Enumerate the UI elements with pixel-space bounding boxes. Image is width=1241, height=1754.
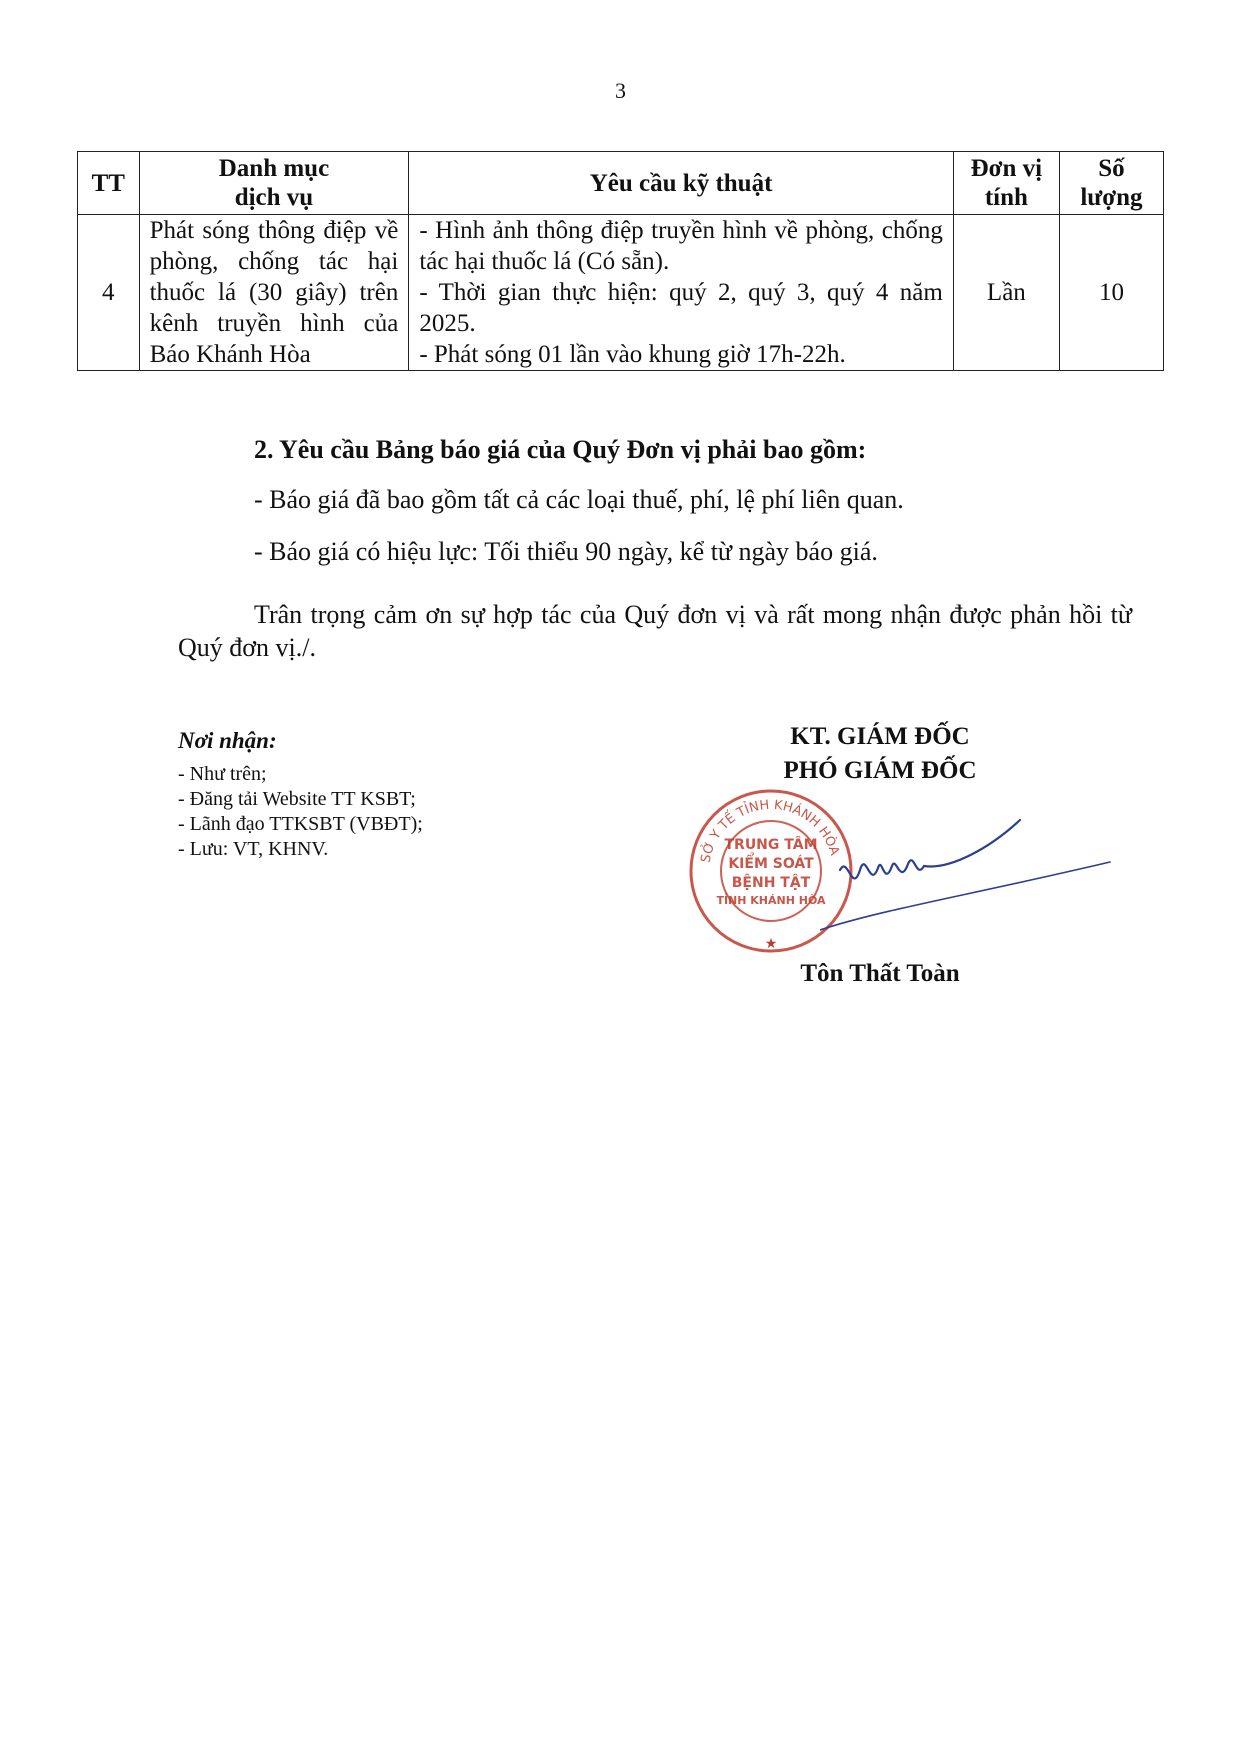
closing-paragraph: Trân trọng cảm ơn sự hợp tác của Quý đơn vị và rất mong nhận được phản hồi từ Quý đơn vị./. [178, 600, 1132, 662]
section-title: 2. Yêu cầu Bảng báo giá của Quý Đơn vị phải bao gồm: [254, 435, 867, 464]
section-item-1: - Báo giá đã bao gồm tất cả các loại thuế, phí, lệ phí liên quan. [254, 485, 904, 514]
table-row [78, 215, 1164, 371]
header-unit-line2: tính [984, 184, 1028, 211]
row-quantity: 10 [1059, 215, 1163, 371]
signer-title-2: PHÓ GIÁM ĐỐC [783, 757, 977, 784]
row-unit: Lần [953, 215, 1059, 371]
recipient-item: - Lưu: VT, KHNV. [178, 838, 329, 860]
header-tt: TT [78, 152, 140, 215]
requirement-2: - Thời gian thực hiện: quý 2, quý 3, quý 4 năm 2025. [419, 279, 943, 337]
seal-line-4: TỈNH KHÁNH HÒA [716, 894, 826, 907]
recipient-item: - Lãnh đạo TTKSBT (VBĐT); [178, 813, 423, 835]
header-qty-line1: Số [1098, 155, 1125, 182]
row-service: Phát sóng thông điệp về phòng, chống tác hại thuốc lá (30 giây) trên kênh truyền hình của Báo Khánh Hòa [139, 215, 409, 371]
recipient-item: - Như trên; [178, 763, 267, 785]
row-tt: 4 [78, 215, 140, 371]
seal-line-3: BỆNH TẬT [731, 875, 811, 891]
row-requirements [409, 215, 954, 371]
recipients-title: Nơi nhận: [178, 728, 277, 753]
table-header-row [78, 152, 1164, 215]
recipient-item: - Đăng tải Website TT KSBT; [178, 788, 416, 810]
signer-name: Tôn Thất Toàn [800, 960, 960, 987]
signer-title-1: KT. GIÁM ĐỐC [790, 723, 970, 750]
section-item-2: - Báo giá có hiệu lực: Tối thiểu 90 ngày, kể từ ngày báo giá. [254, 537, 878, 566]
header-service [139, 152, 409, 215]
header-requirements: Yêu cầu kỹ thuật [409, 152, 954, 215]
handwritten-signature [820, 800, 1120, 960]
seal-line-1: TRUNG TÂM [724, 837, 818, 853]
header-service-line1: Danh mục [218, 155, 330, 182]
recipients-list [178, 762, 423, 862]
page-number: 3 [615, 78, 626, 103]
seal-ring-text: SỞ Y TẾ TỈNH KHÁNH HÒA [698, 797, 842, 864]
seal-line-2: KIỂM SOÁT [728, 856, 814, 872]
requirement-1: - Hình ảnh thông điệp truyền hình về phòng, chống tác hại thuốc lá (Có sẵn). [419, 217, 943, 275]
seal-star-icon: ★ [764, 936, 778, 952]
header-quantity [1059, 152, 1163, 215]
requirement-3: - Phát sóng 01 lần vào khung giờ 17h-22h. [419, 341, 846, 368]
header-qty-line2: lượng [1080, 184, 1143, 211]
header-service-line2: dịch vụ [234, 184, 314, 211]
service-table [77, 151, 1164, 371]
header-unit-line1: Đơn vị [970, 155, 1043, 182]
header-unit [953, 152, 1059, 215]
